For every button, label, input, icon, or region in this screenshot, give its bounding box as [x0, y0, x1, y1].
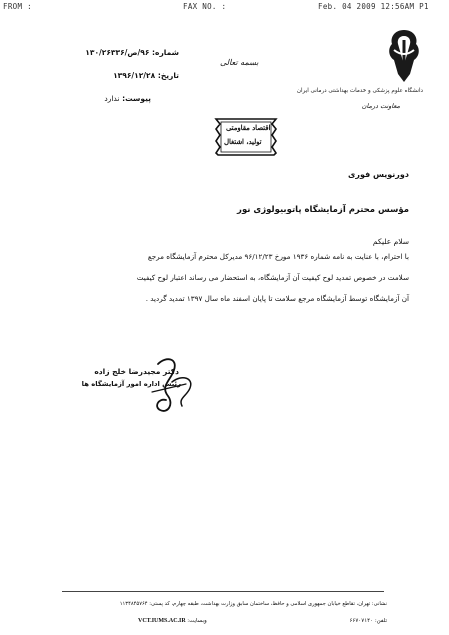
body-line-2: سلامت در خصوص تمدید لوح کیفیت آن آزمایشگاه، به استحضار می رساند اعتبار لوح کیفیت	[136, 273, 409, 282]
website-url: VCT.IUMS.AC.IR	[138, 618, 186, 624]
footer-address: نشانی: تهران، تقاطع خیابان جمهوری اسلامی و حافظ، ساختمان سابق وزارت بهداشت، طبقه چهارم، کد پستی: ۱۱۳۴۸۴۵۷۶۴	[119, 601, 387, 607]
university-logo	[384, 28, 424, 86]
economy-stamp	[212, 116, 280, 158]
signer-title: رئیس اداره امور آزمایشگاه ها	[81, 380, 181, 388]
letter-date-label: تاریخ:	[157, 71, 179, 80]
website-label: وبسایت:	[187, 618, 207, 624]
invocation: بسمه تعالی	[220, 58, 259, 67]
fax-from: FROM :	[3, 2, 32, 11]
footer-website	[138, 618, 207, 624]
university-name: دانشگاه علوم پزشکی و خدمات بهداشتی درمانی ایران	[296, 88, 423, 94]
footer-divider	[62, 591, 384, 592]
letter-attachment	[104, 94, 151, 103]
greeting: سلام علیکم	[372, 237, 409, 246]
footer-phone: تلفن: ۶۶۷۰۷۱۴۰	[349, 618, 387, 624]
letter-number-label: شماره:	[152, 48, 179, 57]
logo-emblem-icon	[384, 28, 424, 86]
stamp-frame-icon	[212, 116, 280, 158]
stamp-line-2: تولید، اشتغال	[224, 138, 262, 146]
attachment-label: پیوست:	[122, 94, 151, 103]
letter-number	[85, 48, 179, 57]
recipient: مؤسس محترم آزمایشگاه پاتوبیولوژی نور	[237, 205, 409, 215]
letter-date-value: ۱۳۹۶/۱۲/۲۸	[113, 71, 156, 80]
letter-date	[113, 71, 179, 80]
department-name: معاونت درمان	[361, 102, 400, 110]
attachment-value: ندارد	[104, 94, 120, 103]
body-line-1: با احترام، با عنایت به نامه شماره ۱۹۳۶ مورخ ۹۶/۱۲/۲۳ مدیرکل محترم آزمایشگاه مرجع	[147, 252, 409, 261]
stamp-line-1: اقتصاد مقاومتی	[226, 124, 271, 132]
fax-number: FAX NO. :	[183, 2, 227, 11]
body-line-3: آن آزمایشگاه توسط آزمایشگاه مرجع سلامت تا پایان اسفند ماه سال ۱۳۹۷ تمدید گردید .	[145, 294, 409, 303]
signer-name: دکتر مجیدرضا خلج زاده	[94, 367, 179, 376]
fax-date-page: Feb. 04 2009 12:56AM P1	[318, 2, 429, 11]
letter-number-value: ۹۶/ص/۱۳۰/۲۶۳۳۶	[85, 48, 150, 57]
urgent-fax-label: دورنویس فوری	[348, 170, 409, 179]
